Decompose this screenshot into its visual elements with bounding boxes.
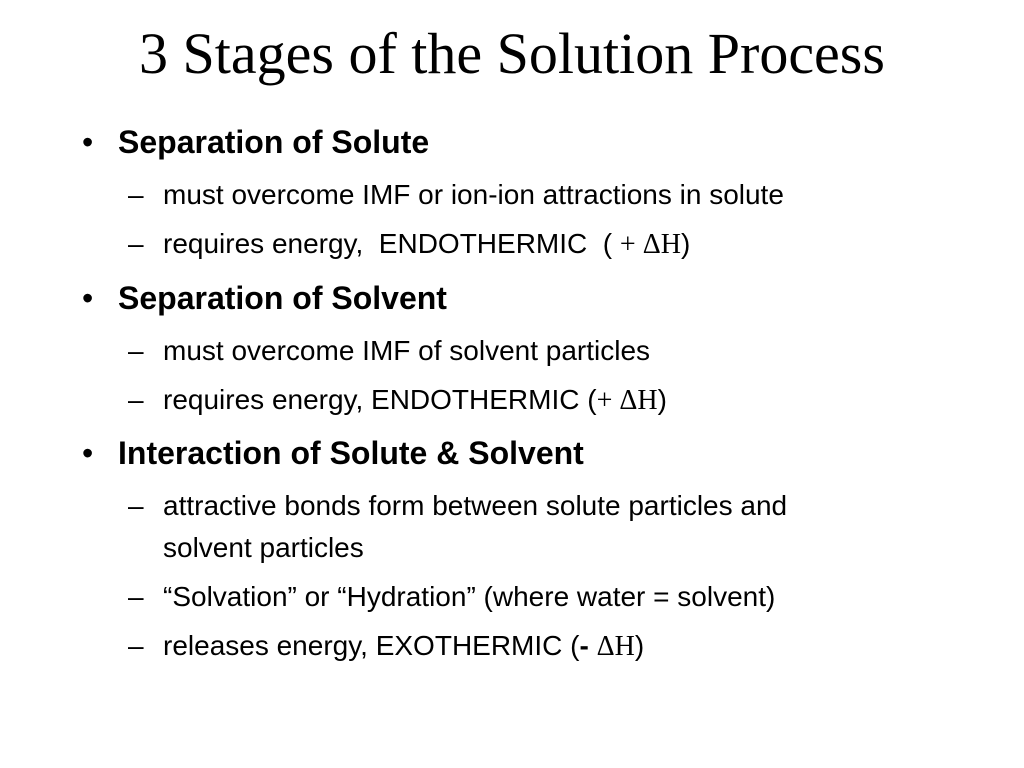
sub-point-text: must overcome IMF or ion-ion attractions in solute	[163, 179, 784, 210]
delta-h-symbol: + ΔH	[619, 229, 681, 260]
sub-point-suffix: )	[657, 384, 667, 415]
sub-point-text: must overcome IMF of solvent particles	[163, 335, 651, 366]
dash-icon: –	[128, 179, 144, 210]
bullet-icon: •	[82, 280, 94, 316]
stage-heading-text: Separation of Solute	[118, 124, 430, 160]
stage-heading-text: Separation of Solvent	[118, 280, 447, 316]
delta-h-symbol: ΔH	[596, 631, 635, 662]
stage-heading-text: Interaction of Solute & Solvent	[118, 435, 584, 471]
sub-point-suffix: )	[634, 630, 645, 661]
dash-icon: –	[128, 228, 144, 259]
sub-point-text	[163, 379, 963, 422]
sub-point-line: solvent particles	[163, 532, 364, 563]
sub-point-text	[163, 223, 963, 266]
sub-point-text	[163, 485, 963, 569]
delta-h-symbol: + ΔH	[596, 385, 658, 416]
sub-point-suffix: )	[680, 228, 691, 259]
sub-point-prefix: requires energy, ENDOTHERMIC (	[163, 228, 620, 259]
sub-point-text	[163, 625, 963, 668]
slide-title: 3 Stages of the Solution Process	[139, 21, 885, 86]
sub-point-text: “Solvation” or “Hydration” (where water = solvent)	[163, 581, 776, 612]
sub-point-line: attractive bonds form between solute particles and	[163, 490, 788, 521]
dash-icon: –	[128, 490, 144, 521]
sub-point-prefix: requires energy, ENDOTHERMIC (	[163, 384, 597, 415]
bullet-icon: •	[82, 435, 94, 471]
bullet-icon: •	[82, 124, 94, 160]
minus-sign: -	[579, 630, 597, 661]
dash-icon: –	[128, 384, 144, 415]
dash-icon: –	[128, 335, 144, 366]
dash-icon: –	[128, 630, 144, 661]
dash-icon: –	[128, 581, 144, 612]
sub-point-prefix: releases energy, EXOTHERMIC (	[163, 630, 580, 661]
